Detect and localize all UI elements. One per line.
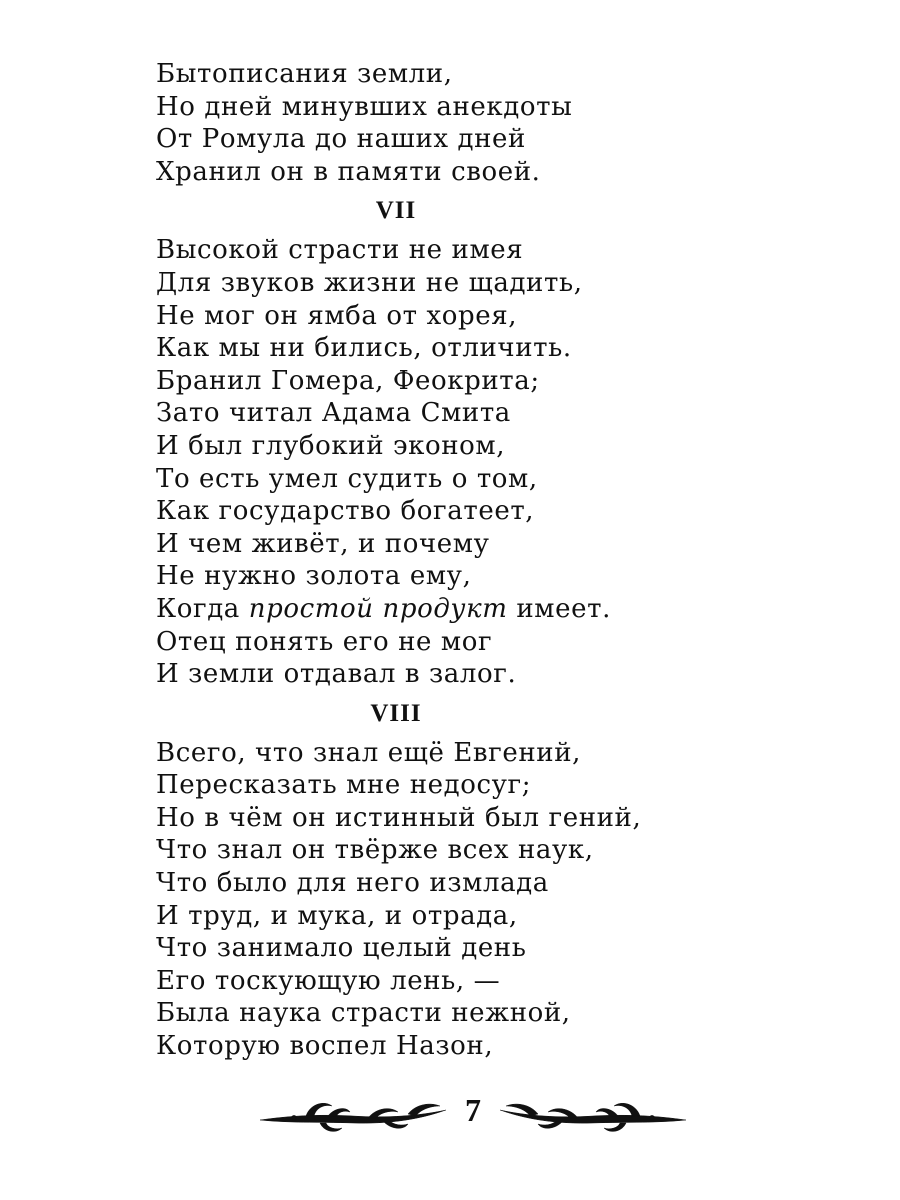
verse-line: Всего, что знал ещё Евгений, — [156, 737, 582, 768]
verse-text: имеет. — [507, 593, 611, 624]
verse-line: Отец понять его не мог — [156, 626, 493, 657]
verse-line: Как мы ни бились, отличить. — [156, 333, 572, 364]
verse-line: И чем живёт, и почему — [156, 528, 490, 559]
verse-line: Бранил Гомера, Феокрита; — [156, 365, 540, 396]
stanza-heading-vii: VII — [375, 197, 417, 225]
verse-line: Что занимало целый день — [156, 933, 527, 964]
verse-line: Зато читал Адама Смита — [156, 398, 511, 429]
page-number: 7 — [465, 1092, 481, 1128]
stanza-heading-viii: VIII — [370, 699, 422, 727]
verse-line: Которую воспел Назон, — [156, 1031, 494, 1062]
verse-line: И труд, и мука, и отрада, — [156, 900, 518, 931]
verse-line: Бытописания земли, — [156, 59, 453, 89]
verse-line: От Ромула до наших дней — [156, 124, 526, 155]
verse-line: То есть умел судить о том, — [156, 463, 538, 494]
verse-text: Когда — [156, 593, 249, 624]
italic-phrase: простой продукт — [248, 593, 508, 624]
verse-line: Но дней минувших анекдоты — [156, 91, 573, 122]
verse-line: Пересказать мне недосуг; — [156, 770, 532, 801]
verse-line: Хранил он в памяти своей. — [156, 156, 541, 187]
top-lines — [156, 58, 856, 188]
verse-line: Что было для него измлада — [156, 868, 549, 899]
page-footer — [0, 1088, 900, 1148]
verse-line: Его тоскующую лень, — — [156, 965, 501, 996]
verse-line: Но в чём он истинный был гений, — [156, 802, 642, 833]
verse-line: Не нужно золота ему, — [156, 561, 472, 592]
poem-text — [156, 58, 856, 1063]
stanza-vii — [156, 234, 856, 690]
verse-line: И земли отдавал в залог. — [156, 659, 517, 690]
verse-line: Что знал он твёрже всех наук, — [156, 835, 594, 866]
verse-line: И был глубокий эконом, — [156, 430, 506, 461]
verse-line: Не мог он ямба от хорея, — [156, 300, 518, 331]
verse-line: Для звуков жизни не щадить, — [156, 267, 583, 298]
stanza-viii — [156, 737, 856, 1063]
flourish-ornament-left-icon — [258, 1096, 448, 1136]
flourish-ornament-right-icon — [498, 1096, 688, 1136]
verse-line-with-italic — [156, 593, 856, 626]
verse-line: Высокой страсти не имея — [156, 235, 524, 266]
verse-line: Была наука страсти нежной, — [156, 998, 571, 1029]
verse-line: Как государство богатеет, — [156, 496, 535, 527]
